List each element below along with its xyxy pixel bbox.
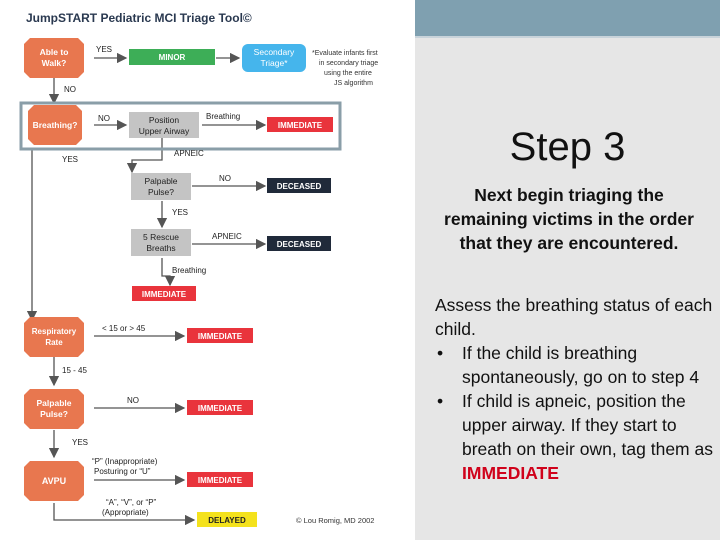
node-breathing-label: Breathing? [32,120,78,130]
label-apneic-1: APNEIC [174,149,204,158]
outcome-immediate-3-label: IMMEDIATE [197,332,243,341]
box-secondary-triage-line1: Secondary [253,47,295,57]
box-position-airway-line2: Upper Airway [138,126,190,136]
note-line-4: JS algorithm [334,80,373,87]
label-yes-walk: YES [96,45,113,54]
node-able-to-walk-line2: Walk? [41,58,67,68]
box-palpable-pulse-sub-line1: Palpable [144,176,178,186]
label-avp: “A”, “V”, or “P” [106,498,157,507]
box-palpable-pulse-sub [131,173,191,200]
outcome-delayed-label: DELAYED [208,516,246,525]
node-palpable-pulse-main [24,389,84,429]
node-palpable-pulse-main-line1: Palpable [36,398,72,408]
flowchart-title: JumpSTART Pediatric MCI Triage Tool© [26,11,252,25]
label-rate-ok: 15 - 45 [62,366,87,375]
outcome-minor [129,49,215,65]
title-bar [415,0,720,36]
node-respiratory-rate-line2: Rate [45,338,63,347]
step-title: Step 3 [509,125,626,169]
outcome-immediate-4 [187,400,253,415]
outcome-immediate-5 [187,472,253,487]
box-position-airway-line1: Position [148,115,180,125]
label-apneic-2: APNEIC [212,232,242,241]
note-line-1: *Evaluate infants first [312,50,378,57]
outcome-minor-label: MINOR [158,53,186,62]
label-posturing: Posturing or “U” [94,467,151,476]
box-rescue-breaths-line1: 5 Rescue [143,232,179,242]
node-palpable-pulse-main-line2: Pulse? [40,409,68,419]
bullet-list [435,341,715,485]
outcome-immediate-2 [132,286,196,301]
copyright-credit: © Lou Romig, MD 2002 [296,516,375,525]
outcome-deceased-1 [267,178,331,193]
note-line-2: in secondary triage [319,60,379,67]
intro-text: Next begin triaging the remaining victims in the order that they are encountered. [444,185,694,253]
bullet-text-2: If child is apneic, position the upper airway. If they start to breath on their own, tag them as [462,391,713,459]
node-respiratory-rate-line1: Respiratory [31,327,77,336]
bullet-text-1: If the child is breathing spontaneously, go on to step 4 [462,343,700,387]
label-breathing-1: Breathing [206,112,241,121]
box-rescue-breaths-line2: Breaths [146,243,176,253]
triage-flowchart [14,0,414,540]
bullet-dot: • [437,343,444,363]
node-breathing [28,105,82,145]
label-no-pulse-main: NO [127,396,139,405]
node-avpu-label: AVPU [41,476,67,486]
triage-flowchart-svg [14,0,414,540]
label-no-breathing: NO [98,114,110,123]
box-rescue-breaths [131,229,191,256]
label-breathing-2: Breathing [172,266,207,275]
outcome-immediate-4-label: IMMEDIATE [197,404,243,413]
box-position-airway [129,112,199,138]
label-yes-pulse-main: YES [72,438,89,447]
node-respiratory-rate [24,317,84,357]
outcome-deceased-2 [267,236,331,251]
assess-text: Assess the breathing status of each child. [435,295,713,339]
secondary-triage-note [312,50,378,87]
bullet-item-breathing [435,341,715,389]
outcome-immediate-2-label: IMMEDIATE [141,290,187,299]
label-rate-out: < 15 or > 45 [102,324,146,333]
assess-block [435,293,715,485]
bullet-item-apneic [435,389,715,485]
node-able-to-walk [24,38,84,78]
node-avpu [24,461,84,501]
bullet-dot: • [437,391,444,411]
label-no-walk: NO [64,85,76,94]
immediate-tag: IMMEDIATE [462,463,559,483]
outcome-immediate-3 [187,328,253,343]
outcome-immediate-5-label: IMMEDIATE [197,476,243,485]
note-line-3: using the entire [324,70,372,77]
outcome-deceased-2-label: DECEASED [276,240,322,249]
label-yes-pulse: YES [172,208,189,217]
outcome-immediate-1-label: IMMEDIATE [277,121,323,130]
box-palpable-pulse-sub-line2: Pulse? [148,187,174,197]
box-secondary-triage-line2: Triage* [260,58,288,68]
box-secondary-triage [242,44,306,72]
label-yes-breathing: YES [62,155,79,164]
outcome-immediate-1 [267,117,333,132]
label-p-inappropriate: “P” (Inappropriate) [92,457,158,466]
label-no-pulse: NO [219,174,231,183]
label-appropriate: (Appropriate) [102,508,149,517]
outcome-deceased-1-label: DECEASED [276,182,322,191]
outcome-delayed [197,512,257,527]
node-able-to-walk-line1: Able to [39,47,69,57]
